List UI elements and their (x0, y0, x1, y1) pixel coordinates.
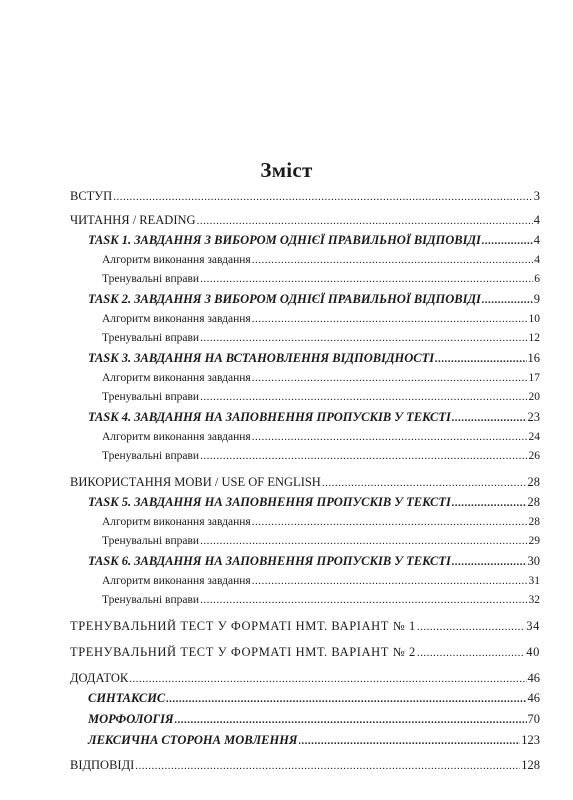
leader-dots (452, 552, 527, 572)
toc-entry-task-5-algorithm[interactable] (70, 513, 540, 532)
toc-entry-morphology[interactable] (70, 709, 540, 730)
toc-page-number: 16 (527, 351, 540, 365)
toc-label: ВСТУП (70, 189, 113, 203)
leader-dots (200, 447, 527, 466)
toc-entry-task-2-exercises[interactable] (70, 329, 540, 348)
toc-page-number: 32 (528, 594, 540, 606)
toc-entry-task-1-exercises[interactable] (70, 270, 540, 289)
toc-page-number: 28 (527, 495, 540, 509)
toc-label: Алгоритм виконання завдання (102, 516, 251, 528)
toc-page-number: 20 (528, 391, 540, 403)
toc-entry-task-3-exercises[interactable] (70, 388, 540, 407)
leader-dots (113, 187, 533, 206)
leader-dots (452, 493, 527, 513)
toc-label: МОРФОЛОГІЯ (88, 712, 174, 726)
toc-label: Тренувальні вправи (102, 594, 200, 606)
toc-entry-task-1-algorithm[interactable] (70, 251, 540, 270)
leader-dots (482, 290, 533, 310)
toc-page-number: 40 (526, 645, 540, 659)
toc-label: Алгоритм виконання завдання (102, 372, 251, 384)
toc-page-number: 4 (533, 233, 540, 247)
toc-page-number: 46 (527, 691, 540, 705)
toc-label: Тренувальні вправи (102, 535, 200, 547)
toc-entry-practice-test-1[interactable] (70, 616, 540, 636)
toc-page-number: 26 (528, 450, 540, 462)
leader-dots (129, 669, 526, 688)
leader-dots (200, 532, 527, 551)
toc-entry-use-of-english[interactable] (70, 472, 540, 492)
leader-dots (200, 270, 533, 289)
toc-page-number: 28 (527, 475, 540, 489)
toc-entry-task-6-algorithm[interactable] (70, 572, 540, 591)
toc-label: TASK 1. ЗАВДАННЯ З ВИБОРОМ ОДНІЄЇ ПРАВИЛЬНОЇ ВІДПОВІДІ (88, 233, 481, 247)
toc-entry-task-4-exercises[interactable] (70, 447, 540, 466)
leader-dots (175, 710, 527, 730)
toc-page-number: 23 (527, 410, 540, 424)
leader-dots (252, 310, 528, 329)
toc-page-number: 29 (528, 535, 540, 547)
toc-label: ЛЕКСИЧНА СТОРОНА МОВЛЕННЯ (88, 733, 298, 747)
leader-dots (135, 756, 520, 775)
toc-label: TASK 6. ЗАВДАННЯ НА ЗАПОВНЕННЯ ПРОПУСКІВ У ТЕКСТІ (88, 554, 451, 568)
toc-entry-task-6-exercises[interactable] (70, 591, 540, 610)
leader-dots (252, 428, 528, 447)
toc-label: Алгоритм виконання завдання (102, 313, 251, 325)
toc-entry-task-4-algorithm[interactable] (70, 428, 540, 447)
leader-dots (200, 591, 527, 610)
toc-label: Тренувальні вправи (102, 332, 200, 344)
toc-label: ТРЕНУВАЛЬНИЙ ТЕСТ У ФОРМАТІ НМТ. ВАРІАНТ № 2 (70, 645, 416, 659)
toc-page-number: 31 (528, 575, 540, 587)
toc-page-number: 30 (527, 554, 540, 568)
toc-page-number: 70 (527, 712, 540, 726)
leader-dots (417, 617, 525, 636)
toc-page-number: 3 (533, 189, 540, 203)
toc-entry-lexical[interactable] (70, 730, 540, 751)
toc-entry-task-6[interactable] (70, 551, 540, 572)
toc-label: ЧИТАННЯ / READING (70, 213, 196, 227)
toc-entry-task-3[interactable] (70, 348, 540, 369)
toc-entry-answers[interactable] (70, 755, 540, 775)
leader-dots (322, 473, 527, 492)
toc-page-number: 10 (528, 313, 540, 325)
toc-page-number: 12 (528, 332, 540, 344)
leader-dots (299, 731, 521, 751)
toc-label: TASK 3. ЗАВДАННЯ НА ВСТАНОВЛЕННЯ ВІДПОВІДНОСТІ (88, 351, 435, 365)
toc-label: Алгоритм виконання завдання (102, 575, 251, 587)
leader-dots (452, 408, 527, 428)
toc-entry-task-2[interactable] (70, 289, 540, 310)
leader-dots (435, 349, 526, 369)
toc-entry-practice-test-2[interactable] (70, 642, 540, 662)
toc-label: Тренувальні вправи (102, 450, 200, 462)
toc-label: Алгоритм виконання завдання (102, 431, 251, 443)
toc-label: ВІДПОВІДІ (70, 758, 135, 772)
toc-label: Алгоритм виконання завдання (102, 254, 251, 266)
toc-page-number: 24 (528, 431, 540, 443)
toc-page-number: 17 (528, 372, 540, 384)
leader-dots (197, 211, 533, 230)
toc-entry-reading[interactable] (70, 210, 540, 230)
toc-entry-syntax[interactable] (70, 688, 540, 709)
leader-dots (417, 643, 525, 662)
toc-label: TASK 4. ЗАВДАННЯ НА ЗАПОВНЕННЯ ПРОПУСКІВ У ТЕКСТІ (88, 410, 451, 424)
toc-label: Тренувальні вправи (102, 391, 200, 403)
toc-label: СИНТАКСИС (88, 691, 166, 705)
toc-label: TASK 5. ЗАВДАННЯ НА ЗАПОВНЕННЯ ПРОПУСКІВ У ТЕКСТІ (88, 495, 451, 509)
toc-label: ВИКОРИСТАННЯ МОВИ / USE OF ENGLISH (70, 475, 321, 489)
toc-page-number: 9 (533, 292, 540, 306)
toc-label: ТРЕНУВАЛЬНИЙ ТЕСТ У ФОРМАТІ НМТ. ВАРІАНТ № 1 (70, 619, 416, 633)
leader-dots (252, 513, 528, 532)
toc-page-number: 6 (534, 273, 540, 285)
leader-dots (252, 572, 528, 591)
leader-dots (482, 231, 533, 251)
leader-dots (252, 369, 528, 388)
toc-entry-intro[interactable] (70, 186, 540, 206)
toc-page-number: 123 (521, 733, 540, 747)
toc-page-number: 4 (533, 213, 540, 227)
table-of-contents (70, 186, 540, 775)
leader-dots (252, 251, 534, 270)
toc-label: TASK 2. ЗАВДАННЯ З ВИБОРОМ ОДНІЄЇ ПРАВИЛЬНОЇ ВІДПОВІДІ (88, 292, 481, 306)
leader-dots (166, 689, 526, 709)
toc-entry-task-3-algorithm[interactable] (70, 369, 540, 388)
toc-page-number: 28 (528, 516, 540, 528)
toc-label: ДОДАТОК (70, 671, 129, 685)
leader-dots (200, 329, 527, 348)
leader-dots (200, 388, 527, 407)
toc-entry-appendix[interactable] (70, 668, 540, 688)
toc-page-number: 4 (534, 254, 540, 266)
toc-page-number: 34 (526, 619, 540, 633)
toc-label: Тренувальні вправи (102, 273, 200, 285)
toc-entry-task-5[interactable] (70, 492, 540, 513)
page-title: Зміст (260, 158, 313, 182)
toc-entry-task-1[interactable] (70, 230, 540, 251)
toc-entry-task-4[interactable] (70, 407, 540, 428)
toc-entry-task-2-algorithm[interactable] (70, 310, 540, 329)
toc-entry-task-5-exercises[interactable] (70, 532, 540, 551)
toc-page-number: 128 (521, 758, 540, 772)
toc-page-number: 46 (527, 671, 540, 685)
